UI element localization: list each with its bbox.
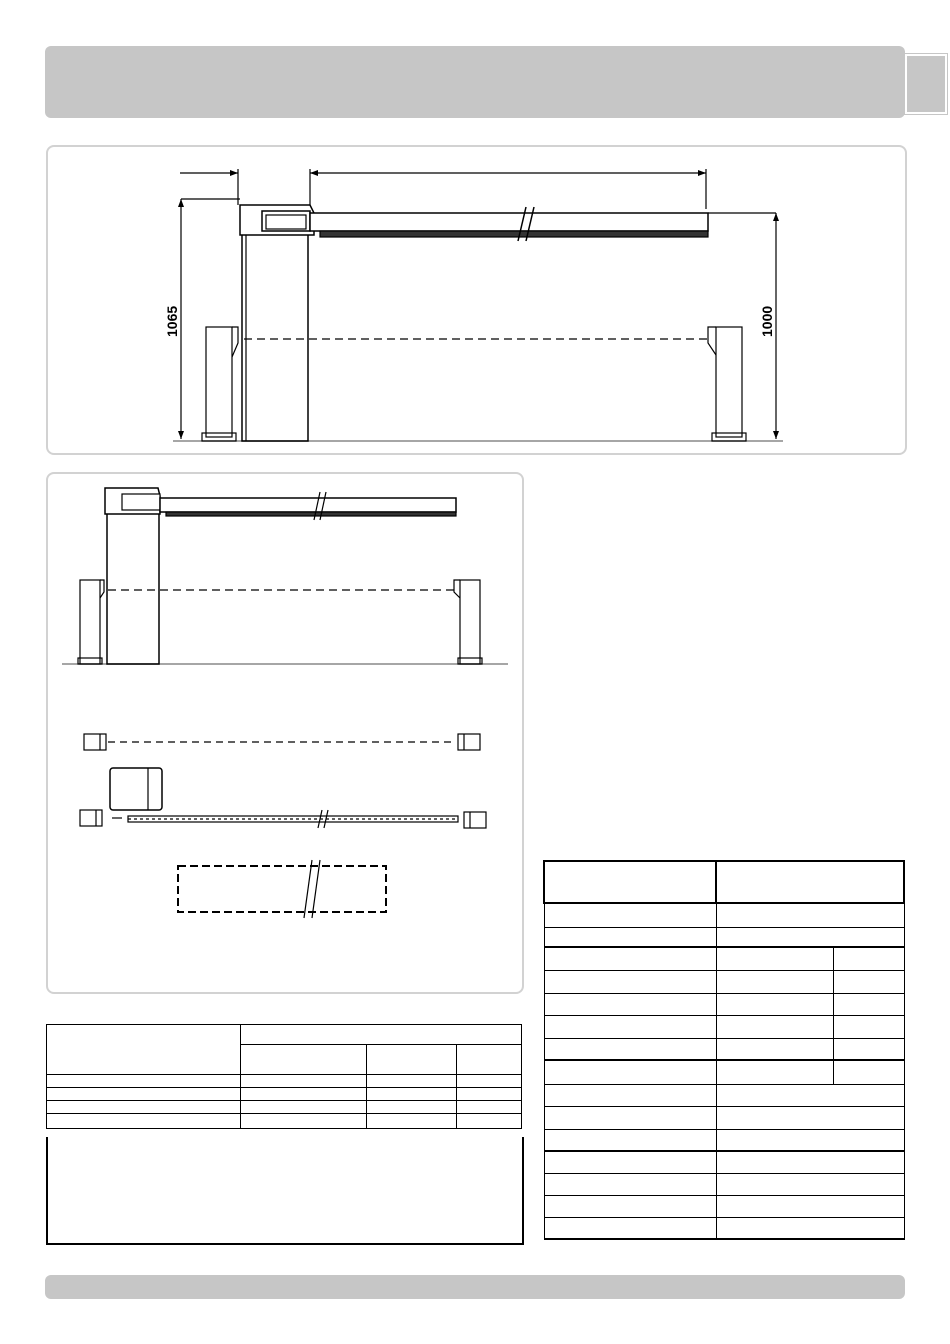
table-row — [47, 1101, 522, 1114]
table-row — [47, 1114, 522, 1129]
left-table-col-header — [456, 1045, 521, 1075]
table-row — [47, 1088, 522, 1101]
table-row — [544, 1038, 904, 1060]
table-row — [544, 1129, 904, 1151]
right-table-header-cell — [544, 861, 716, 903]
table-row — [544, 1173, 904, 1195]
left-spec-table — [46, 1024, 522, 1129]
table-row — [544, 947, 904, 970]
table-row — [544, 1084, 904, 1106]
table-row — [544, 1060, 904, 1084]
table-row — [544, 1015, 904, 1038]
table-row — [544, 1195, 904, 1217]
right-spec-table — [543, 860, 905, 1240]
left-table-col-header — [241, 1045, 367, 1075]
language-tab[interactable] — [905, 54, 947, 114]
layout-plan-panel — [46, 472, 524, 994]
header-bar — [45, 46, 905, 118]
footer-bar — [45, 1275, 905, 1299]
left-table-note-box — [46, 1137, 524, 1245]
left-table-header-cell — [47, 1025, 241, 1075]
left-table-group-header — [241, 1025, 522, 1045]
height-dimension-label: 1065 — [164, 305, 180, 337]
table-row — [47, 1075, 522, 1088]
table-row — [544, 1151, 904, 1173]
layout-plan-drawing — [48, 474, 522, 992]
table-row — [544, 970, 904, 993]
table-row — [544, 903, 904, 927]
table-row — [544, 1106, 904, 1129]
left-table-col-header — [367, 1045, 457, 1075]
right-table-header-cell — [716, 861, 904, 903]
side-elevation-drawing — [48, 147, 905, 453]
beam-height-dimension-label: 1000 — [759, 305, 775, 337]
side-elevation-panel — [46, 145, 907, 455]
table-row — [544, 1217, 904, 1239]
table-row — [544, 993, 904, 1015]
table-row — [544, 927, 904, 947]
